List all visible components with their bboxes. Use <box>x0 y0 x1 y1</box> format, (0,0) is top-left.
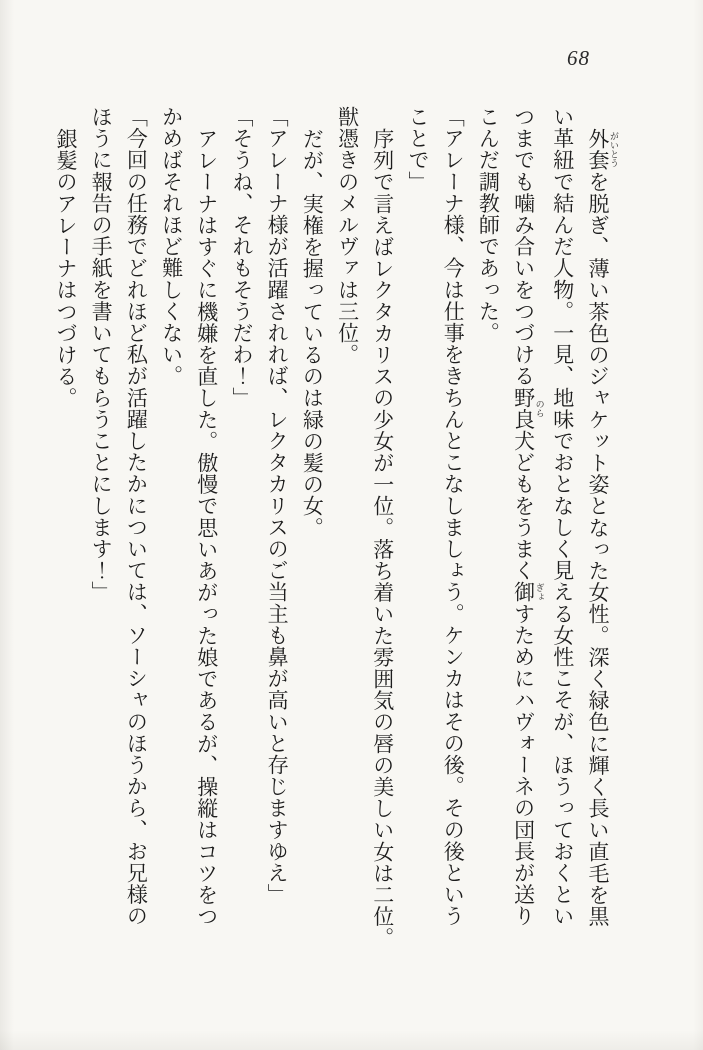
text-body <box>48 106 619 954</box>
text-line: アレーナはすぐに機嫌を直した。傲慢で思いあがった娘であるが、操縦はコツをつ <box>194 128 219 928</box>
text-line: 「アレーナ様が活躍されれば、レクタカリスのご当主も鼻が高いと存じますゆえ」 <box>265 106 290 906</box>
text-line: 「アレーナ様、今は仕事をきちんとこなしましょう。ケンカはその後。その後という <box>441 106 466 927</box>
text-line: 「そうね、それもそうだわ！」 <box>229 106 254 409</box>
text-line: い革紐で結んだ人物。一見、地味でおとなしく見える女性こそが、ほうっておくとい <box>550 106 575 927</box>
text-line: ことで」 <box>405 106 430 193</box>
text-line: こんだ調教師であった。 <box>476 106 501 344</box>
text-line: 外套 がいとうを脱ぎ、薄い茶色のジャケット姿となった女性。深く緑色に輝く長い直毛を黒 <box>586 128 619 928</box>
text-line: だが、実権を握っているのは緑の髪の女。 <box>300 128 325 539</box>
text-line: つまでも噛み合いをつづける野良 のら犬どもをうまく御 ぎょすためにハヴォーネの団長が送り <box>511 106 545 927</box>
text-line: 「今回の任務でどれほど私が活躍したかについては、ソーシャのほうから、お兄様の <box>124 106 149 927</box>
text-line: 銀髪のアレーナはつづける。 <box>53 128 78 410</box>
page-number: 68 <box>567 46 590 70</box>
text-line: ほうに報告の手紙を書いてもらうことにします！」 <box>89 106 114 603</box>
ruby-annotated-word: 外套 がいとう <box>586 128 619 172</box>
text-line: 序列で言えばレクタカリスの少女が一位。落ち着いた雰囲気の唇の美しい女は二位。 <box>370 128 395 950</box>
ruby-annotated-word: 御 ぎょ <box>511 581 545 603</box>
ruby-annotated-word: 野良 のら <box>511 386 545 431</box>
text-line: 獣憑きのメルヴァは三位。 <box>335 106 360 366</box>
text-line: かめばそれほど難しくない。 <box>159 106 184 387</box>
